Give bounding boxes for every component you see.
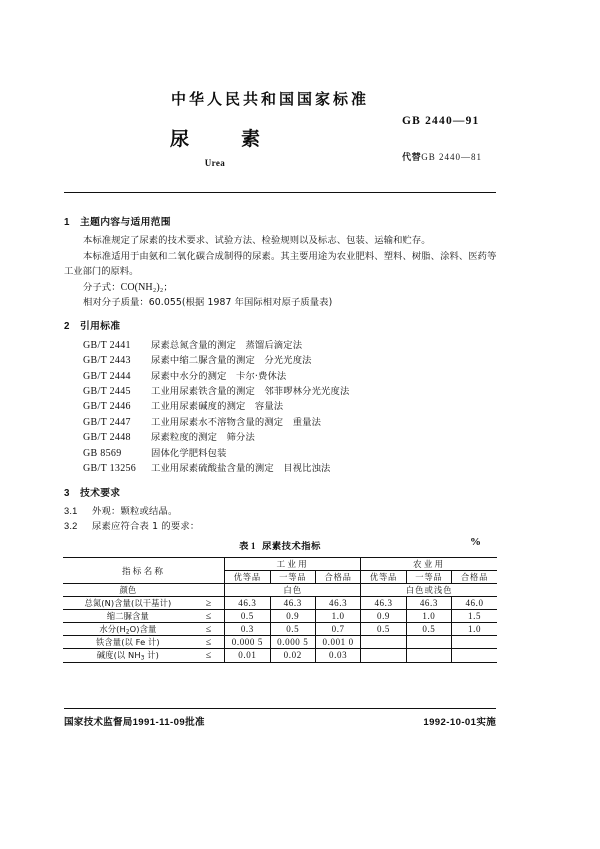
row-indicator-label: 水分$(H_2O)$含量 <box>63 623 193 636</box>
header-grade-3: 优等品 <box>361 571 406 584</box>
molecular-formula-value: CO(NH₂)₂ <box>120 281 164 293</box>
section-2-heading <box>64 319 500 334</box>
footer-approve-date: 1991-11-09 <box>132 717 186 728</box>
table-caption-title: 尿素技术指标 <box>262 541 321 552</box>
table-row <box>63 584 497 597</box>
reference-title: 工业用尿素碱度的测定 容量法 <box>151 401 284 413</box>
replaces-prefix: 代替 <box>402 153 422 163</box>
cell-value: 0.001 0 <box>315 636 360 649</box>
reference-code: GB/T 2443 <box>83 355 131 367</box>
cell-value: 0.9 <box>361 610 406 623</box>
clause-3-1-text: 外观：颗粒或结晶。 <box>92 505 178 517</box>
table-row <box>63 623 497 636</box>
reference-title: 工业用尿素硫酸盐含量的测定 目视比浊法 <box>151 463 331 475</box>
footer-divider-rule <box>64 708 496 709</box>
molecular-formula-tail: ； <box>163 281 173 293</box>
footer-effective-date: 1992-10-01 <box>423 717 477 728</box>
cell-value <box>452 649 497 662</box>
cell-value <box>452 636 497 649</box>
reference-code: GB/T 2446 <box>83 401 131 413</box>
reference-item <box>64 399 500 414</box>
clause-3-2-text: 尿素应符合表 1 的要求： <box>92 521 200 533</box>
section-1-para-1: 本标准规定了尿素的技术要求、试验方法、检验规则以及标志、包装、运输和贮存。 <box>83 235 431 247</box>
table-unit-label: % <box>470 536 481 548</box>
table-caption-number: 1 <box>250 542 257 552</box>
urea-spec-table <box>63 557 497 663</box>
table-caption <box>64 538 496 552</box>
header-grade-2: 合格品 <box>315 571 360 584</box>
standard-title-cn: 尿素 <box>169 128 312 150</box>
reference-code: GB/T 2447 <box>83 416 131 428</box>
cell-value: 46.3 <box>225 597 270 610</box>
row-indicator-label: 缩二脲含量 <box>63 610 193 623</box>
cell-value: 0.01 <box>225 649 270 662</box>
referenced-standards-list <box>64 338 500 477</box>
cell-value: 0.000 5 <box>270 636 315 649</box>
header-indicator-name: 指标名称 <box>63 558 225 584</box>
gb-number: GB 2440—91 <box>402 115 480 127</box>
spec-table-body <box>63 584 497 663</box>
row-comparison-operator <box>193 584 225 597</box>
row-indicator-label: 铁含量(以 Fe 计) <box>63 636 193 649</box>
reference-title: 工业用尿素水不溶物含量的测定 重量法 <box>151 416 322 428</box>
reference-title: 尿素粒度的测定 筛分法 <box>151 432 255 444</box>
header-grade-0: 优等品 <box>225 571 270 584</box>
table-row <box>63 636 497 649</box>
cell-value: 0.7 <box>315 623 360 636</box>
header-group-industrial: 工业用 <box>225 558 361 571</box>
reference-code: GB/T 2444 <box>83 370 131 382</box>
reference-item <box>64 384 500 399</box>
cell-value <box>406 649 451 662</box>
replaces-number: GB 2440—81 <box>421 152 482 162</box>
cell-value: 0.9 <box>270 610 315 623</box>
document-body <box>64 206 500 535</box>
section-2-number: 2 <box>64 321 70 333</box>
reference-item <box>64 446 500 461</box>
cell-value: 46.3 <box>406 597 451 610</box>
cell-value: 1.0 <box>406 610 451 623</box>
clause-3-2 <box>64 519 500 534</box>
section-3-title: 技术要求 <box>80 487 121 499</box>
section-1-para-2: 本标准适用于由氨和二氧化碳合成制得的尿素。其主要用途为农业肥料、塑料、树脂、涂料、医药等 <box>83 250 497 262</box>
header-group-agricultural: 农业用 <box>361 558 497 571</box>
section-1-title: 主题内容与适用范围 <box>80 217 171 228</box>
cell-color-value: 白色 <box>225 584 361 597</box>
cell-value: 1.0 <box>452 623 497 636</box>
molecular-formula-label: 分子式： <box>83 281 121 293</box>
footer-approval <box>64 714 205 728</box>
reference-code: GB/T 13256 <box>83 463 137 475</box>
reference-item <box>64 338 500 353</box>
row-indicator-label: 总氮(N)含量(以干基计) <box>63 597 193 610</box>
reference-title: 尿素总氮含量的测定 蒸馏后滴定法 <box>151 339 303 351</box>
cell-value <box>406 636 451 649</box>
cell-value: 1.0 <box>315 610 360 623</box>
clause-3-2-number: 3.2 <box>64 521 78 532</box>
spec-table-head <box>63 558 497 584</box>
cell-value: 0.5 <box>270 623 315 636</box>
header-divider-rule <box>64 192 496 193</box>
row-indicator-label: 颜色 <box>63 584 193 597</box>
table-row <box>63 610 497 623</box>
standard-title-row <box>0 124 430 151</box>
reference-code: GB/T 2448 <box>83 432 131 444</box>
section-1-heading <box>64 215 500 230</box>
header-grade-5: 合格品 <box>452 571 497 584</box>
header-grade-4: 一等品 <box>406 571 451 584</box>
footer-effective-suffix: 实施 <box>476 717 496 728</box>
gb-replaces-line <box>402 150 482 163</box>
header-grade-1: 一等品 <box>270 571 315 584</box>
cell-value: 46.3 <box>270 597 315 610</box>
reference-item <box>64 461 500 476</box>
cell-value: 0.5 <box>406 623 451 636</box>
clause-3-1 <box>64 504 500 519</box>
reference-title: 固体化学肥料包装 <box>151 447 227 459</box>
row-comparison-operator: ≤ <box>193 610 225 623</box>
masthead <box>0 88 600 109</box>
row-comparison-operator: ≥ <box>193 597 225 610</box>
cell-value: 0.03 <box>315 649 360 662</box>
national-standard-title: 中华人民共和国国家标准 <box>170 90 369 108</box>
section-1-number: 1 <box>64 217 70 228</box>
cell-value: 1.5 <box>452 610 497 623</box>
cell-value: 0.02 <box>270 649 315 662</box>
reference-item <box>64 353 500 368</box>
molecular-mass-label: 相对分子质量： <box>83 297 149 309</box>
table-row <box>63 649 497 662</box>
row-comparison-operator: ≤ <box>193 636 225 649</box>
cell-value <box>361 649 406 662</box>
row-comparison-operator: ≤ <box>193 649 225 662</box>
molecular-mass-value: 60.055(根据 1987 年国际相对原子质量表) <box>148 297 333 309</box>
section-1-para-2-cont: 工业部门的原料。 <box>64 266 139 278</box>
cell-value: 46.3 <box>315 597 360 610</box>
cell-value: 46.3 <box>361 597 406 610</box>
section-2-title: 引用标准 <box>80 321 121 333</box>
standard-title-en: Urea <box>204 158 226 168</box>
reference-item <box>64 430 500 445</box>
footer-approve-suffix: 批准 <box>185 717 205 728</box>
cell-value: 0.5 <box>361 623 406 636</box>
cell-value: 0.000 5 <box>225 636 270 649</box>
row-comparison-operator: ≤ <box>193 623 225 636</box>
reference-code: GB/T 2445 <box>83 386 131 398</box>
footer-approver: 国家技术监督局 <box>64 717 133 728</box>
cell-color-value: 白色或浅色 <box>361 584 497 597</box>
table-row <box>63 597 497 610</box>
reference-item <box>64 369 500 384</box>
cell-value: 0.3 <box>225 623 270 636</box>
cell-value: 46.0 <box>452 597 497 610</box>
molecular-formula-line <box>64 280 500 295</box>
reference-code: GB/T 2441 <box>83 339 131 351</box>
spec-table-group-row <box>63 558 497 571</box>
footer-effective <box>423 714 496 728</box>
reference-code: GB 8569 <box>83 447 122 459</box>
molecular-mass-line <box>64 295 500 310</box>
reference-title: 尿素中水分的测定 卡尔·费休法 <box>151 370 287 382</box>
section-3-number: 3 <box>64 487 70 499</box>
row-indicator-label: 碱度(以 $NH_3$ 计) <box>63 649 193 662</box>
cell-value: 0.5 <box>225 610 270 623</box>
table-caption-prefix: 表 <box>239 541 249 552</box>
clause-3-1-number: 3.1 <box>64 505 78 516</box>
cell-value <box>361 636 406 649</box>
reference-title: 尿素中缩二脲含量的测定 分光光度法 <box>151 355 312 367</box>
reference-item <box>64 415 500 430</box>
reference-title: 工业用尿素铁含量的测定 邻菲啰林分光光度法 <box>151 386 350 398</box>
section-3-heading <box>64 486 500 501</box>
